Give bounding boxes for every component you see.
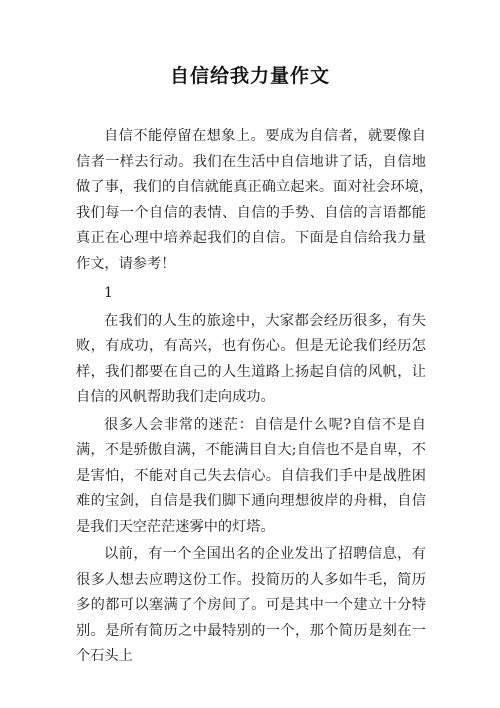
document-body xyxy=(76,124,441,672)
document-title: 自信给我力量作文 xyxy=(169,65,330,87)
section-number: 1 xyxy=(104,285,113,301)
body-paragraph: 很多人会非常的迷茫：自信是什么呢?自信不是自满，不是骄傲自满，不能满目自大;自信也不是自卑，不是害怕，不能对自己失去信心。自信我们手中是战胜困难的宝剑，自信是我们脚下通向理想彼岸的舟楫，自信是我们天空茫茫迷雾中的灯塔。 xyxy=(76,416,426,535)
body-paragraph: 以前，有一个全国出名的企业发出了招聘信息，有很多人想去应聘这份工作。投简历的人多如牛毛，简历多的都可以塞满了个房间了。可是其中一个建立十分特别。是所有简历之中最特别的一个，那个简历是刻在一个石头上 xyxy=(76,546,426,664)
intro-paragraph: 自信不能停留在想象上。要成为自信者，就要像自信者一样去行动。我们在生活中自信地讲了话，自信地做了事，我们的自信就能真正确立起来。面对社会环境， 我们每一个自信的表情、自信的手势、自信的言语都能真正在心理中培养起我们的自信。下面是自信给我力量作文，请参考！ xyxy=(76,128,441,272)
body-paragraph: 在我们的人生的旅途中，大家都会经历很多，有失败，有成功，有高兴，也有伤心。但是无论我们经历怎样，我们都要在自己的人生道路上扬起自信的风帆，让自信的风帆帮助我们走向成功。 xyxy=(76,312,426,405)
